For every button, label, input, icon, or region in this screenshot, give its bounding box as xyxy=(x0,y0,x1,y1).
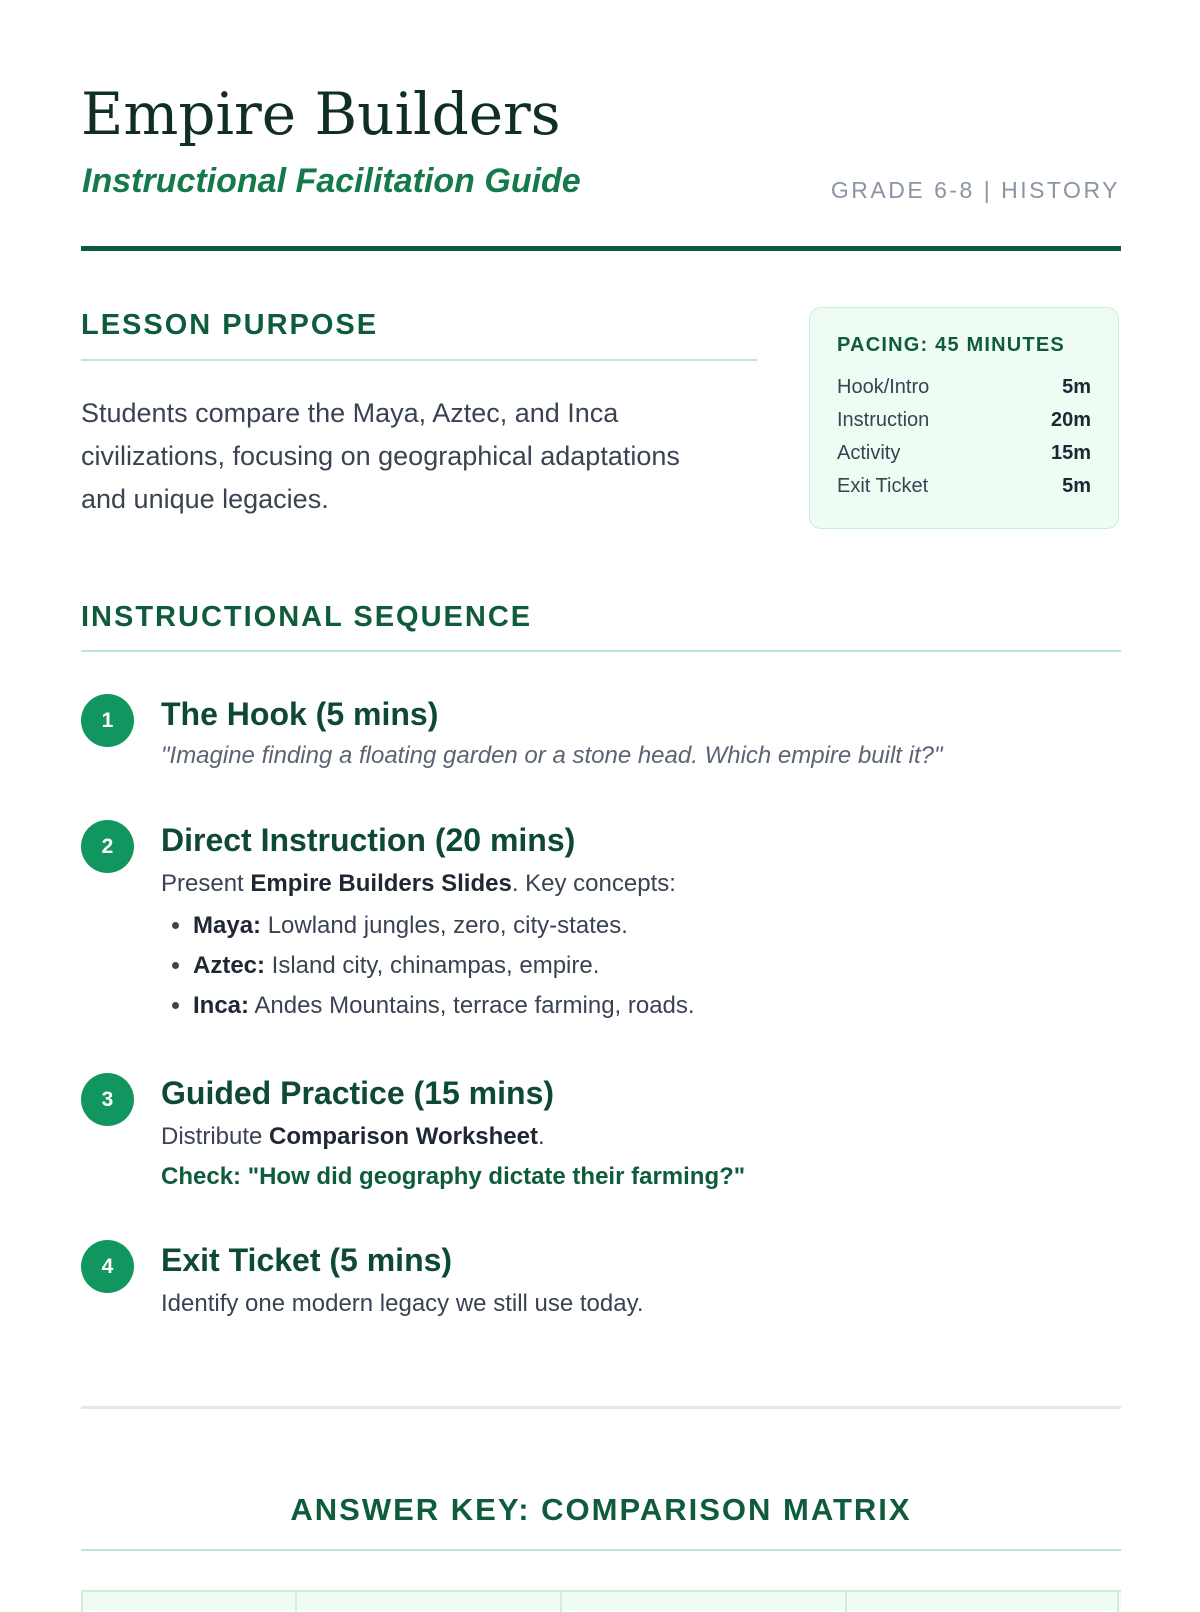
list-item: • Maya: Lowland jungles, zero, city-states. xyxy=(193,906,1111,946)
lesson-purpose-rule xyxy=(81,359,757,361)
table-cell-border xyxy=(845,1592,847,1612)
step-title: The Hook (5 mins) xyxy=(161,696,439,732)
list-item: • Inca: Andes Mountains, terrace farming, roads. xyxy=(193,986,1111,1026)
step-number-badge: 3 xyxy=(81,1073,134,1126)
pacing-row-label: Hook/Intro xyxy=(837,376,930,398)
table-cell-border xyxy=(1117,1592,1119,1612)
answer-key-heading: ANSWER KEY: COMPARISON MATRIX xyxy=(290,1492,912,1527)
step-number-badge: 1 xyxy=(81,694,134,747)
step-intro: Present Empire Builders Slides. Key concepts: xyxy=(161,870,676,897)
lesson-purpose-text: Students compare the Maya, Aztec, and Inca civilizations, focusing on geographical adaptations and unique legacies. xyxy=(81,398,680,514)
pacing-row-value: 15m xyxy=(1050,442,1091,464)
list-item: • Aztec: Island city, chinampas, empire. xyxy=(193,946,1111,986)
pacing-row xyxy=(837,437,1091,470)
pacing-card xyxy=(809,307,1119,529)
header-rule xyxy=(81,246,1121,251)
table-cell-border xyxy=(81,1592,83,1612)
step-intro: Distribute Comparison Worksheet. xyxy=(161,1123,545,1150)
pacing-title: PACING: 45 MINUTES xyxy=(837,334,1065,356)
table-cell-border xyxy=(560,1592,562,1612)
section-divider xyxy=(81,1406,1121,1409)
step-title: Guided Practice (15 mins) xyxy=(161,1075,555,1111)
pacing-row-value: 5m xyxy=(1062,376,1091,398)
grade-subject-label: GRADE 6-8 | HISTORY xyxy=(830,177,1120,203)
table-cell-border xyxy=(295,1592,297,1612)
instructional-sequence-rule xyxy=(81,650,1121,652)
step-number-badge: 2 xyxy=(81,820,134,873)
answer-key-rule xyxy=(81,1549,1121,1551)
check-question: Check: "How did geography dictate their farming?" xyxy=(161,1163,746,1190)
pacing-row-label: Exit Ticket xyxy=(837,475,929,497)
page-title: Empire Builders xyxy=(81,80,561,148)
lesson-purpose-heading: LESSON PURPOSE xyxy=(81,309,379,341)
comparison-matrix-table xyxy=(81,1590,1121,1610)
pacing-row-label: Instruction xyxy=(837,409,930,431)
pacing-row-label: Activity xyxy=(837,442,901,464)
instructional-sequence-heading: INSTRUCTIONAL SEQUENCE xyxy=(81,601,533,633)
step-title: Exit Ticket (5 mins) xyxy=(161,1242,453,1278)
pacing-row xyxy=(837,371,1091,404)
pacing-row-value: 5m xyxy=(1062,475,1091,497)
key-concepts-list xyxy=(161,906,1111,1026)
pacing-row xyxy=(837,404,1091,437)
step-quote: "Imagine finding a floating garden or a stone head. Which empire built it?" xyxy=(161,742,943,769)
pacing-row xyxy=(837,470,1091,503)
step-text: Identify one modern legacy we still use today. xyxy=(161,1290,644,1317)
step-title: Direct Instruction (20 mins) xyxy=(161,822,576,858)
pacing-row-value: 20m xyxy=(1050,409,1091,431)
step-number-badge: 4 xyxy=(81,1240,134,1293)
page-subtitle: Instructional Facilitation Guide xyxy=(82,162,581,200)
